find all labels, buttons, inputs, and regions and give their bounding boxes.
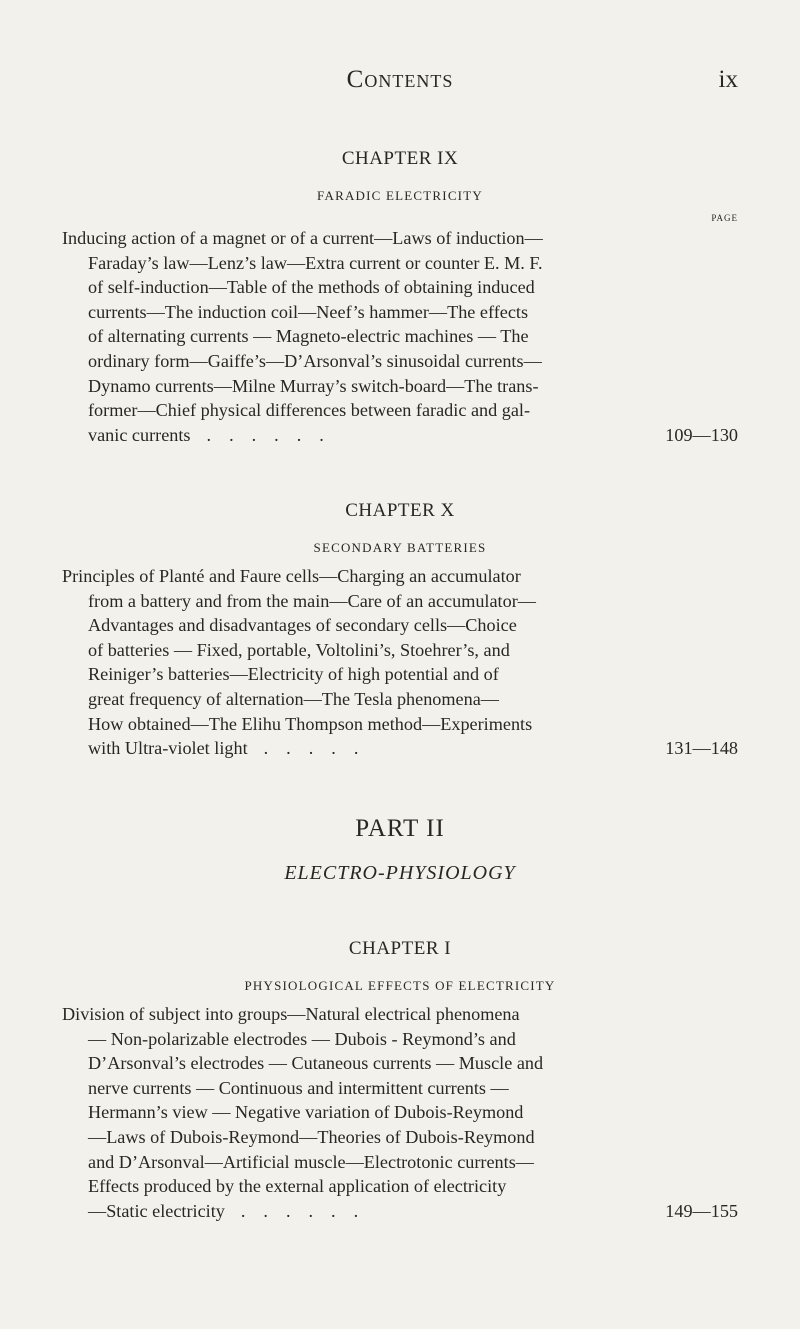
contents-line: Inducing action of a magnet or of a current—Laws of induction—	[62, 228, 543, 248]
contents-line: Division of subject into groups—Natural electrical phenomena	[62, 1004, 520, 1024]
part-subtitle: ELECTRO-PHYSIOLOGY	[284, 862, 516, 884]
running-title: Contents	[346, 66, 454, 93]
chapter-x-contents	[62, 564, 738, 761]
contents-line: former—Chief physical differences between faradic and gal-	[88, 400, 531, 421]
contents-line: —Laws of Dubois-Reymond—Theories of Dubois-Reymond	[88, 1126, 535, 1147]
chapter-i-heading: CHAPTER I	[348, 938, 452, 959]
contents-last-line	[62, 423, 738, 448]
part-heading: PART II	[355, 815, 445, 842]
contents-line: Hermann’s view — Negative variation of Dubois-Reymond	[88, 1102, 524, 1123]
page-number: ix	[718, 66, 738, 93]
contents-line: D’Arsonval’s electrodes — Cutaneous currents — Muscle and	[88, 1053, 544, 1074]
contents-line: of batteries — Fixed, portable, Voltolini’s, Stoehrer’s, and	[88, 639, 510, 660]
contents-line: nerve currents — Continuous and intermittent currents —	[88, 1077, 509, 1098]
chapter-i-contents	[62, 1002, 738, 1223]
contents-line: How obtained—The Elihu Thompson method—Experiments	[88, 713, 533, 734]
contents-line: — Non-polarizable electrodes — Dubois - Reymond’s and	[88, 1028, 516, 1049]
page-range: 131—148	[665, 738, 738, 759]
contents-line: of alternating currents — Magneto-electric machines — The	[88, 326, 529, 347]
contents-line: Advantages and disadvantages of secondary cells—Choice	[88, 615, 517, 636]
dot-leaders: ......	[206, 424, 342, 445]
contents-line: Faraday’s law—Lenz’s law—Extra current or counter E. M. F.	[88, 252, 543, 273]
dot-leaders: .....	[263, 738, 377, 759]
contents-line: from a battery and from the main—Care of an accumulator—	[88, 590, 536, 611]
page-column-label: PAGE	[711, 213, 738, 223]
contents-line: Reiniger’s batteries—Electricity of high potential and of	[88, 664, 499, 685]
chapter-i-subtitle: PHYSIOLOGICAL EFFECTS OF ELECTRICITY	[244, 978, 556, 993]
contents-line: of self-induction—Table of the methods of obtaining induced	[88, 277, 535, 298]
contents-line: ordinary form—Gaiffe’s—D’Arsonval’s sinusoidal currents—	[88, 350, 542, 371]
chapter-ix-contents	[62, 226, 738, 447]
page-range: 149—155	[665, 1200, 738, 1221]
chapter-ix-heading: CHAPTER IX	[341, 148, 459, 169]
contents-line: Principles of Planté and Faure cells—Charging an accumulator	[62, 566, 521, 586]
contents-line: great frequency of alternation—The Tesla phenomena—	[88, 688, 499, 709]
contents-line: and D’Arsonval—Artificial muscle—Electrotonic currents—	[88, 1151, 534, 1172]
contents-line-end: with Ultra-violet light	[88, 738, 248, 759]
contents-last-line	[62, 736, 738, 761]
contents-line-end: vanic currents	[88, 424, 191, 445]
contents-line: Effects produced by the external application of electricity	[88, 1176, 507, 1197]
contents-line-end: —Static electricity	[88, 1200, 225, 1221]
running-head	[0, 66, 800, 96]
dot-leaders: ......	[240, 1200, 377, 1221]
chapter-ix-subtitle: FARADIC ELECTRICITY	[317, 188, 483, 203]
contents-line: Dynamo currents—Milne Murray’s switch-board—The trans-	[88, 375, 539, 396]
contents-line: currents—The induction coil—Neef’s hammer—The effects	[88, 301, 529, 322]
chapter-x-subtitle: SECONDARY BATTERIES	[313, 540, 487, 555]
contents-last-line	[62, 1199, 738, 1224]
page-range: 109—130	[665, 424, 738, 445]
chapter-x-heading: CHAPTER X	[345, 500, 455, 521]
